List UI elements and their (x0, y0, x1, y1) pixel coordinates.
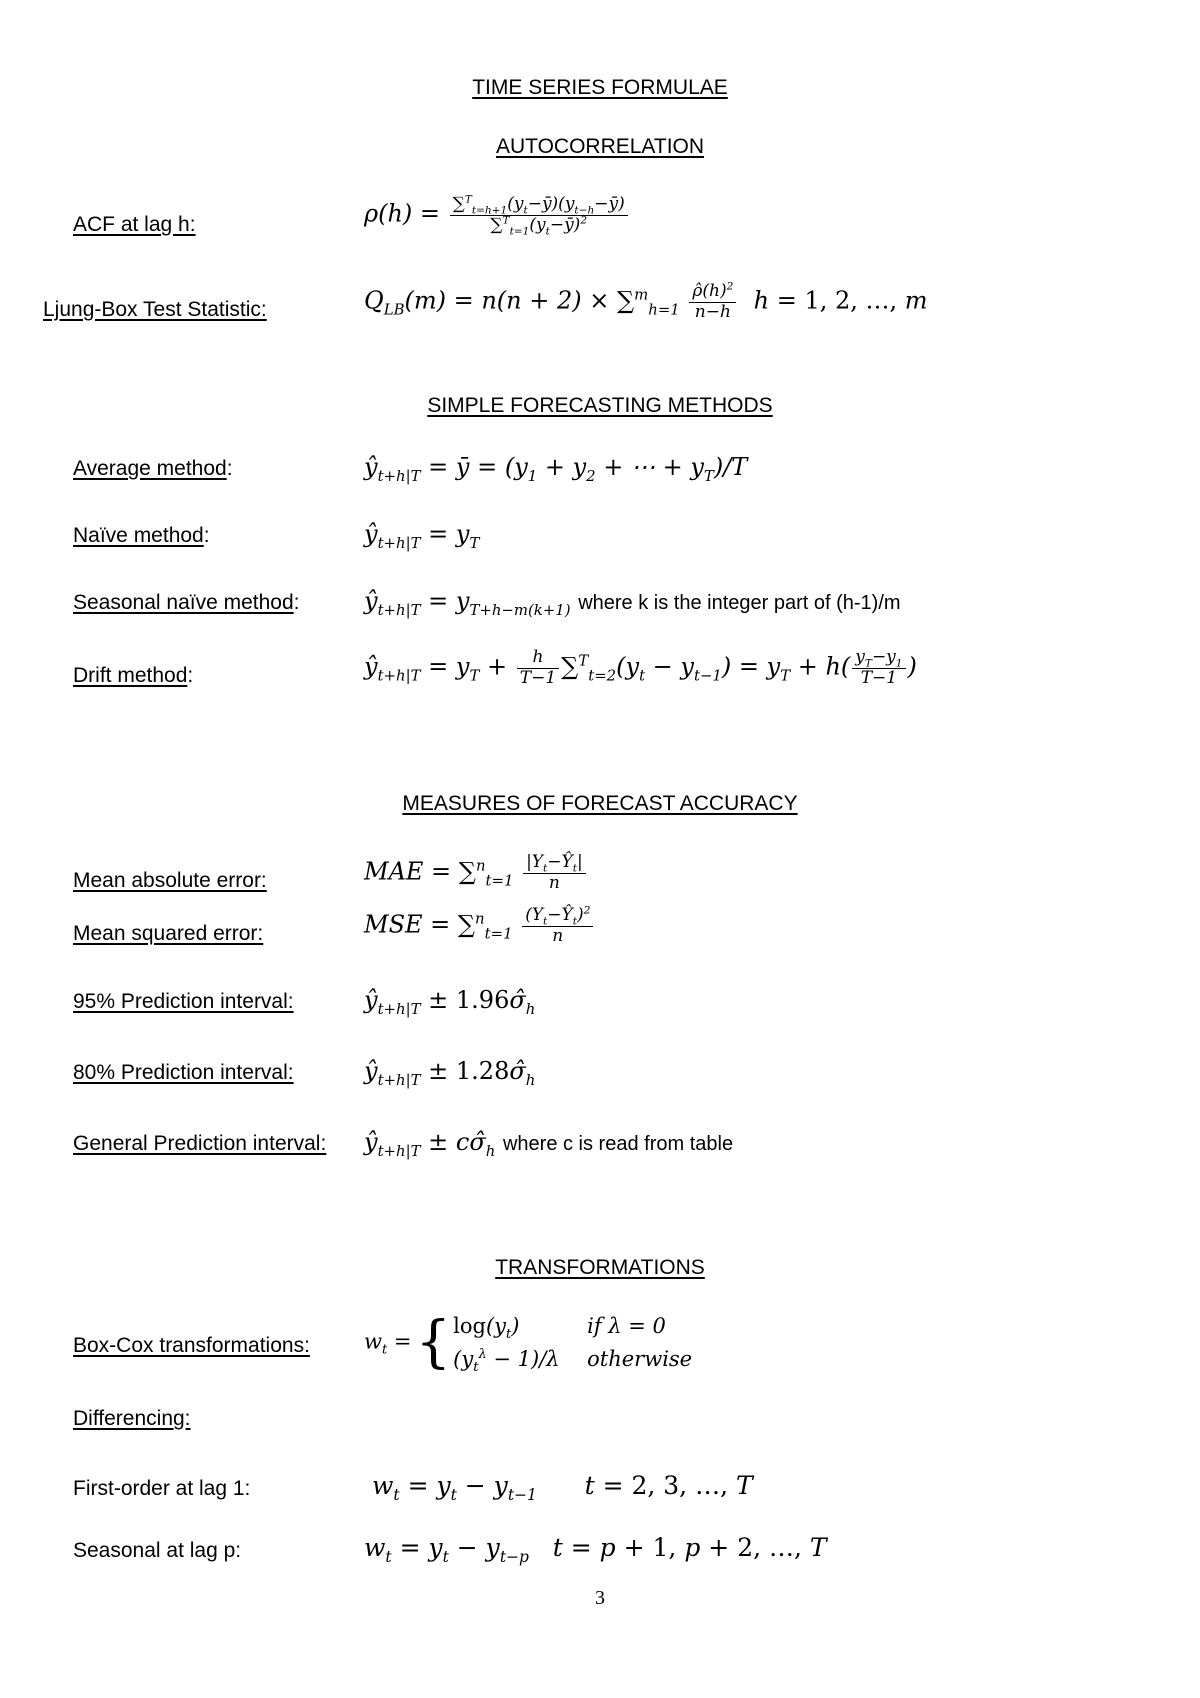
seasonal-naive-method-formula: $ŷ_{t+h|T} = y_{T+h-m(k+1)}$ where k is the integer part of (h-1)/m (364, 587, 901, 619)
page-title: TIME SERIES FORMULAE (472, 76, 728, 99)
pi-95-formula: $ŷ_{t+h|T}$ ± $1.96\sigmâ_h$ (364, 986, 536, 1018)
mse-formula: MSE = ∑$^n_{t=1}$ $\frac{(Y_t-Ŷ_t)^2}{n}$ (364, 906, 595, 946)
pi-80-label: 80% Prediction interval: (73, 1061, 294, 1084)
seasonal-naive-method-label: Seasonal naïve method: (73, 591, 300, 614)
mse-fraction: $\frac{(Y_t-Ŷ_t)^2}{n}$ (522, 906, 593, 946)
mae-label: Mean absolute error: (73, 869, 267, 892)
pi-general-formula: $ŷ_{t+h|T}$ ± $c\sigmâ_h$ where c is read from table (364, 1128, 734, 1160)
section-heading-autocorrelation: AUTOCORRELATION (495, 135, 705, 158)
section-heading-forecast-accuracy: MEASURES OF FORECAST ACCURACY (402, 792, 798, 815)
drift-method-label: Drift method: (73, 664, 194, 687)
average-method-label: Average method: (73, 457, 233, 480)
drift-fraction-2: $\frac{y_T-y_1}{T-1}$ (852, 648, 905, 688)
mae-formula: MAE = ∑$^n_{t=1}$ $\frac{|Y_t-Ŷ_t|}{n}$ (364, 853, 588, 893)
ljung-box-label: Ljung-Box Test Statistic: (43, 298, 267, 321)
ljung-box-formula: $Q_{LB}(m) = n(n + 2) \times \sum^m_{h=1}$ $\frac{\rhô(h)^2}{n-h}$ h = 1, 2, …, m (364, 280, 928, 322)
pi-80-formula: $ŷ_{t+h|T}$ ± $1.28\sigmâ_h$ (364, 1057, 536, 1089)
brace-glyph: { (415, 1310, 452, 1375)
differencing-label: Differencing: (73, 1407, 191, 1430)
first-order-label: First-order at lag 1: (73, 1477, 251, 1500)
box-cox-formula: $w_t$ ={ $\log(y_t)$ if λ = 0 $(y_t^\lambda - 1)/\lambda$ otherwise (364, 1310, 693, 1376)
pi-general-note: where c is read from table (502, 1133, 734, 1155)
pi-95-label: 95% Prediction interval: (73, 990, 294, 1013)
section-heading-simple-forecasting: SIMPLE FORECASTING METHODS (427, 394, 773, 417)
acf-label: ACF at lag h: (73, 213, 196, 236)
naive-method-label: Naïve method: (73, 524, 210, 547)
seasonal-lag-formula: $w_t = y_t - y_{t-p}$ t = p + 1, p + 2, …, T (364, 1533, 827, 1566)
mse-label: Mean squared error: (73, 922, 264, 945)
pi-general-label: General Prediction interval: (73, 1132, 327, 1155)
drift-method-formula: $ŷ_{t+h|T} = y_T$ + $\frac{h}{T-1}$ $\sum^T_{t=2}(y_t - y_{t-1}) = y_T + h$( $\frac{y_T-y_1}{T-1}$ ) (364, 647, 917, 688)
page-number: 3 (595, 1587, 605, 1609)
box-cox-cases: $\log(y_t)$ if λ = 0 $(y_t^\lambda - 1)/\lambda$ otherwise (453, 1314, 693, 1376)
average-method-formula: $ŷ_{t+h|T}$ = ȳ = ($y_1 + y_2$ + ⋯ + $y_T)/T$ (364, 453, 748, 485)
mae-fraction: $\frac{|Y_t-Ŷ_t|}{n}$ (523, 853, 586, 893)
naive-method-formula: $ŷ_{t+h|T} = y_T$ (364, 520, 480, 552)
first-order-formula: $w_t = y_t - y_{t-1}$ t = 2, 3, …, T (372, 1471, 753, 1504)
seasonal-naive-note: where k is the integer part of (h-1)/m (578, 592, 901, 614)
section-heading-transformations: TRANSFORMATIONS (495, 1256, 705, 1279)
acf-formula: ρ(h) = $\frac{\sum^T_{t=h+1}(y_t-ȳ)(y_{t-h}-ȳ)}{\sum^T_{t=1}(y_t-ȳ)^2}$ (364, 195, 630, 235)
seasonal-lag-label: Seasonal at lag p: (73, 1539, 242, 1562)
acf-fraction: $\frac{\sum^T_{t=h+1}(y_t-ȳ)(y_{t-h}-ȳ)}{\sum^T_{t=1}(y_t-ȳ)^2}$ (450, 195, 628, 235)
drift-fraction-1: $\frac{h}{T-1}$ (517, 648, 559, 688)
ljung-box-fraction: $\frac{\rhô(h)^2}{n-h}$ (689, 282, 736, 322)
box-cox-label: Box-Cox transformations: (73, 1334, 310, 1357)
